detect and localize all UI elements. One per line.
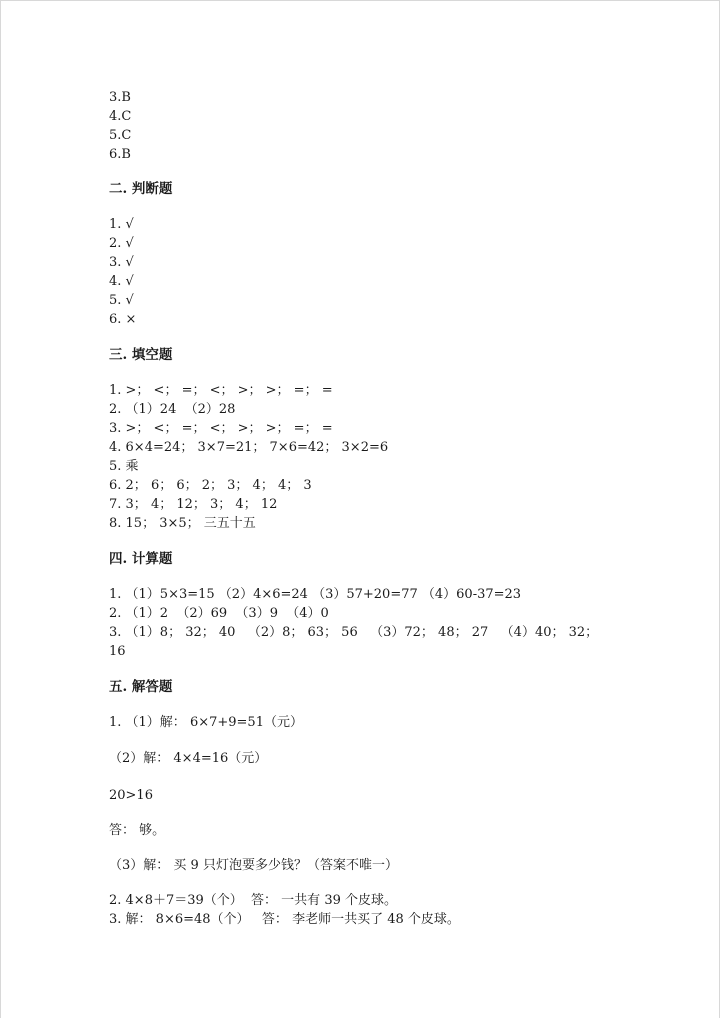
section-heading: 三. 填空题 [109, 347, 173, 363]
answer-line: 3. >； <； =； <； >； >； =； = [109, 421, 333, 436]
answer-line: 6. 2； 6； 6； 2； 3； 4； 4； 3 [109, 478, 312, 493]
choice-answer: 3.B [109, 90, 131, 105]
answer-line: 2. 4×8＋7＝39（个） 答： 一共有 39 个皮球。 [109, 893, 397, 908]
answer-line: 4. √ [109, 274, 134, 289]
answer-line: 1. （1）解： 6×7+9=51（元） [109, 715, 303, 730]
answer-line: 2. √ [109, 236, 134, 251]
answer-line: 20>16 [109, 788, 153, 803]
answer-line: 1. √ [109, 217, 134, 232]
answer-line: 答： 够。 [109, 823, 166, 838]
answer-line: 1. （1）5×3=15 （2）4×6=24 （3）57+20=77 （4）60-37=23 [109, 587, 522, 602]
answer-line: 5. √ [109, 293, 134, 308]
answer-line: 16 [109, 644, 126, 659]
section-heading: 二. 判断题 [109, 181, 173, 197]
answer-line: 7. 3； 4； 12； 3； 4； 12 [109, 497, 278, 512]
answer-line: 8. 15； 3×5； 三五十五 [109, 516, 256, 531]
answer-line: 3. 解： 8×6=48（个） 答： 李老师一共买了 48 个皮球。 [109, 912, 460, 927]
answer-line: （3）解： 买 9 只灯泡要多少钱？（答案不唯一） [109, 858, 398, 873]
answer-line: 1. >； <； =； <； >； >； =； = [109, 383, 333, 398]
answer-line: 2. （1）24 （2）28 [109, 402, 236, 417]
answer-line: 3. √ [109, 255, 134, 270]
answer-line: 3. （1）8； 32； 40 （2）8； 63； 56 （3）72； 48； 27 （4）40； 32； [109, 625, 599, 640]
section-heading: 五. 解答题 [109, 679, 173, 695]
answer-line: 5. 乘 [109, 459, 139, 474]
section-heading: 四. 计算题 [109, 551, 173, 567]
choice-answer: 5.C [109, 128, 132, 143]
answer-line: 6. × [109, 312, 137, 327]
answer-line: （2）解： 4×4=16（元） [109, 751, 268, 766]
answer-line: 2. （1）2 （2）69 （3）9 （4）0 [109, 606, 329, 621]
choice-answer: 6.B [109, 147, 131, 162]
choice-answer: 4.C [109, 109, 132, 124]
answer-line: 4. 6×4=24； 3×7=21； 7×6=42； 3×2=6 [109, 440, 389, 455]
